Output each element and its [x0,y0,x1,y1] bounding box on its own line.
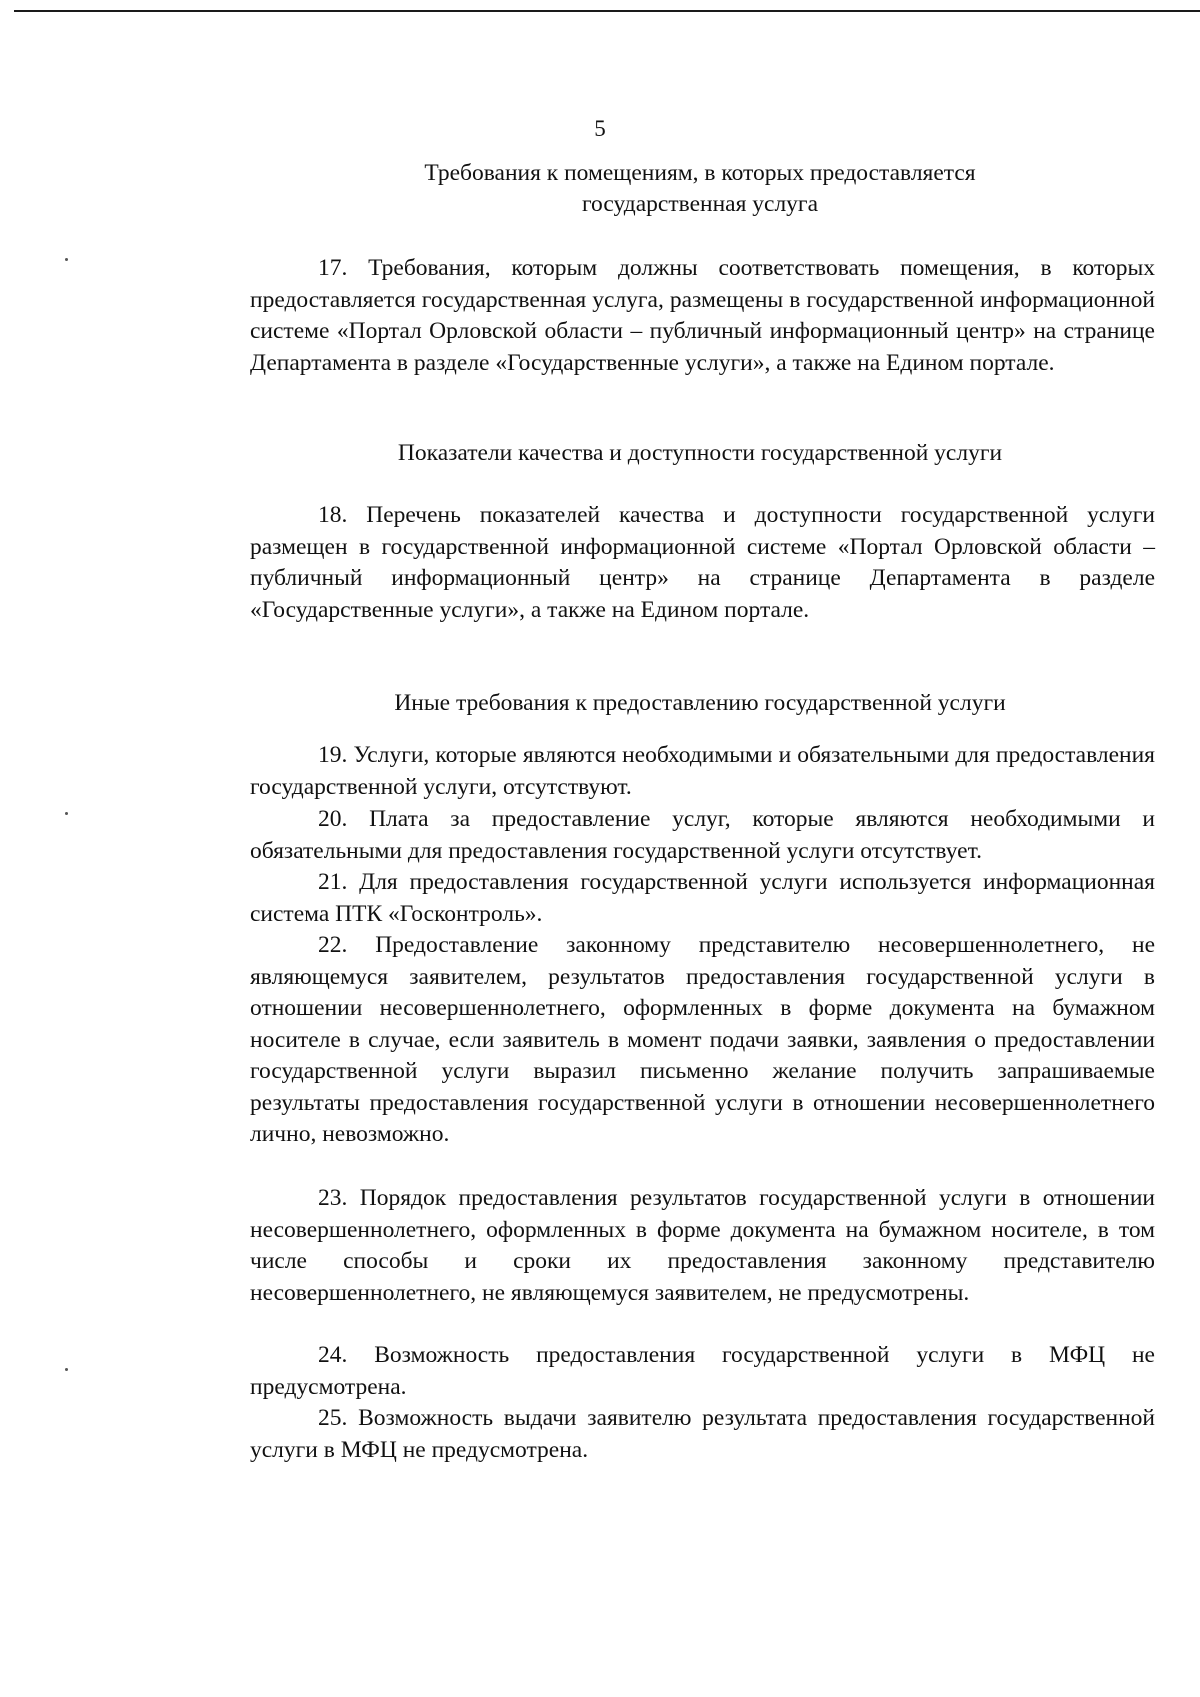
scan-mark [65,258,68,261]
paragraph-20: 20. Плата за предоставление услуг, которые являются необходимыми и обязательными для предоставления государственной услуги отсутствует. [250,806,1155,864]
section-heading-quality: Показатели качества и доступности государственной услуги [397,440,1003,466]
scan-mark [65,812,68,815]
page-number: 5 [594,116,606,141]
paragraph-17: 17. Требования, которым должны соответствовать помещения, в которых предоставляется государственная услуга, размещены в государственной информационной системе «Портал Орловской области – публичный информационный центр» на странице Департамента в разделе «Государственные услуги», а также на Едином портале. [250,255,1155,376]
paragraph-22: 22. Предоставление законному представителю несовершеннолетнего, не являющемуся заявителем, результатов предоставления государственной услуги в отношении несовершеннолетнего, оформленных в форме документа на бумажном носителе в случае, если заявитель в момент подачи заявки, заявления о предоставлении государственной услуги выразил письменно желание получить запрашиваемые результаты предоставления государственной услуги в отношении несовершеннолетнего лично, невозможно. [250,932,1155,1147]
scan-mark [65,1368,68,1371]
paragraph-23: 23. Порядок предоставления результатов государственной услуги в отношении несовершеннолетнего, оформленных в форме документа на бумажном носителе, в том числе способы и сроки их предоставления законному представителю несовершеннолетнего, не являющемуся заявителем, не предусмотрены. [250,1185,1155,1306]
section-heading-other-requirements: Иные требования к предоставлению государственной услуги [394,690,1006,716]
paragraph-21: 21. Для предоставления государственной услуги используется информационная система ПТК «Госконтроль». [250,869,1155,927]
paragraph-25: 25. Возможность выдачи заявителю результата предоставления государственной услуги в МФЦ не предусмотрена. [250,1405,1155,1463]
page-top-border [14,10,1200,12]
section-heading-premises: Требования к помещениям, в которых предоставляется государственная услуга [424,160,976,217]
paragraph-18: 18. Перечень показателей качества и доступности государственной услуги размещен в государственной информационной системе «Портал Орловской области – публичный информационный центр» на странице Департамента в разделе «Государственные услуги», а также на Едином портале. [250,502,1155,623]
paragraph-19: 19. Услуги, которые являются необходимыми и обязательными для предоставления государственной услуги, отсутствуют. [250,742,1155,800]
paragraph-24: 24. Возможность предоставления государственной услуги в МФЦ не предусмотрена. [250,1342,1155,1400]
